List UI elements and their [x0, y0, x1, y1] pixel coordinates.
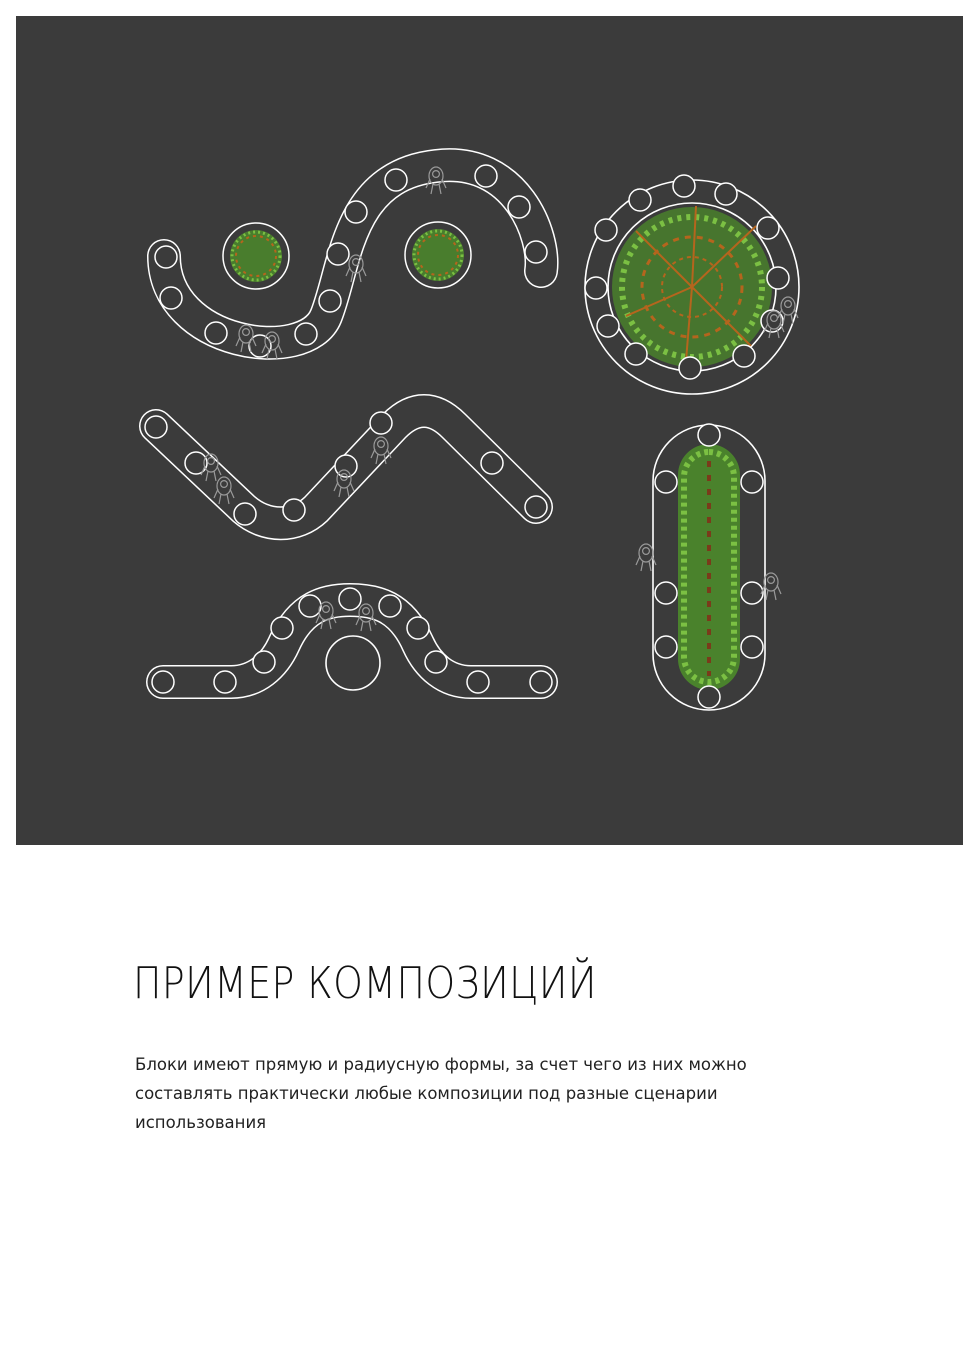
s-curve-bench: [155, 165, 547, 357]
round-bench-with-tree: [585, 175, 799, 394]
description: [135, 1050, 795, 1137]
oval-bench-with-planter: [636, 424, 781, 710]
arch-bench: [152, 588, 552, 693]
planter-small-left: [223, 223, 289, 289]
description-line-2: составлять практически любые композиции под разные сценарии: [135, 1084, 718, 1103]
description-line-3: использования: [135, 1113, 267, 1132]
compositions-svg: [16, 16, 963, 845]
compositions-diagram: [16, 16, 963, 845]
page-title: ПРИМЕР КОМПОЗИЦИЙ: [133, 958, 597, 1009]
planter-small-right: [405, 222, 471, 288]
zigzag-bench: [145, 411, 547, 525]
description-line-1: Блоки имеют прямую и радиусную формы, за счет чего из них можно: [135, 1055, 747, 1074]
